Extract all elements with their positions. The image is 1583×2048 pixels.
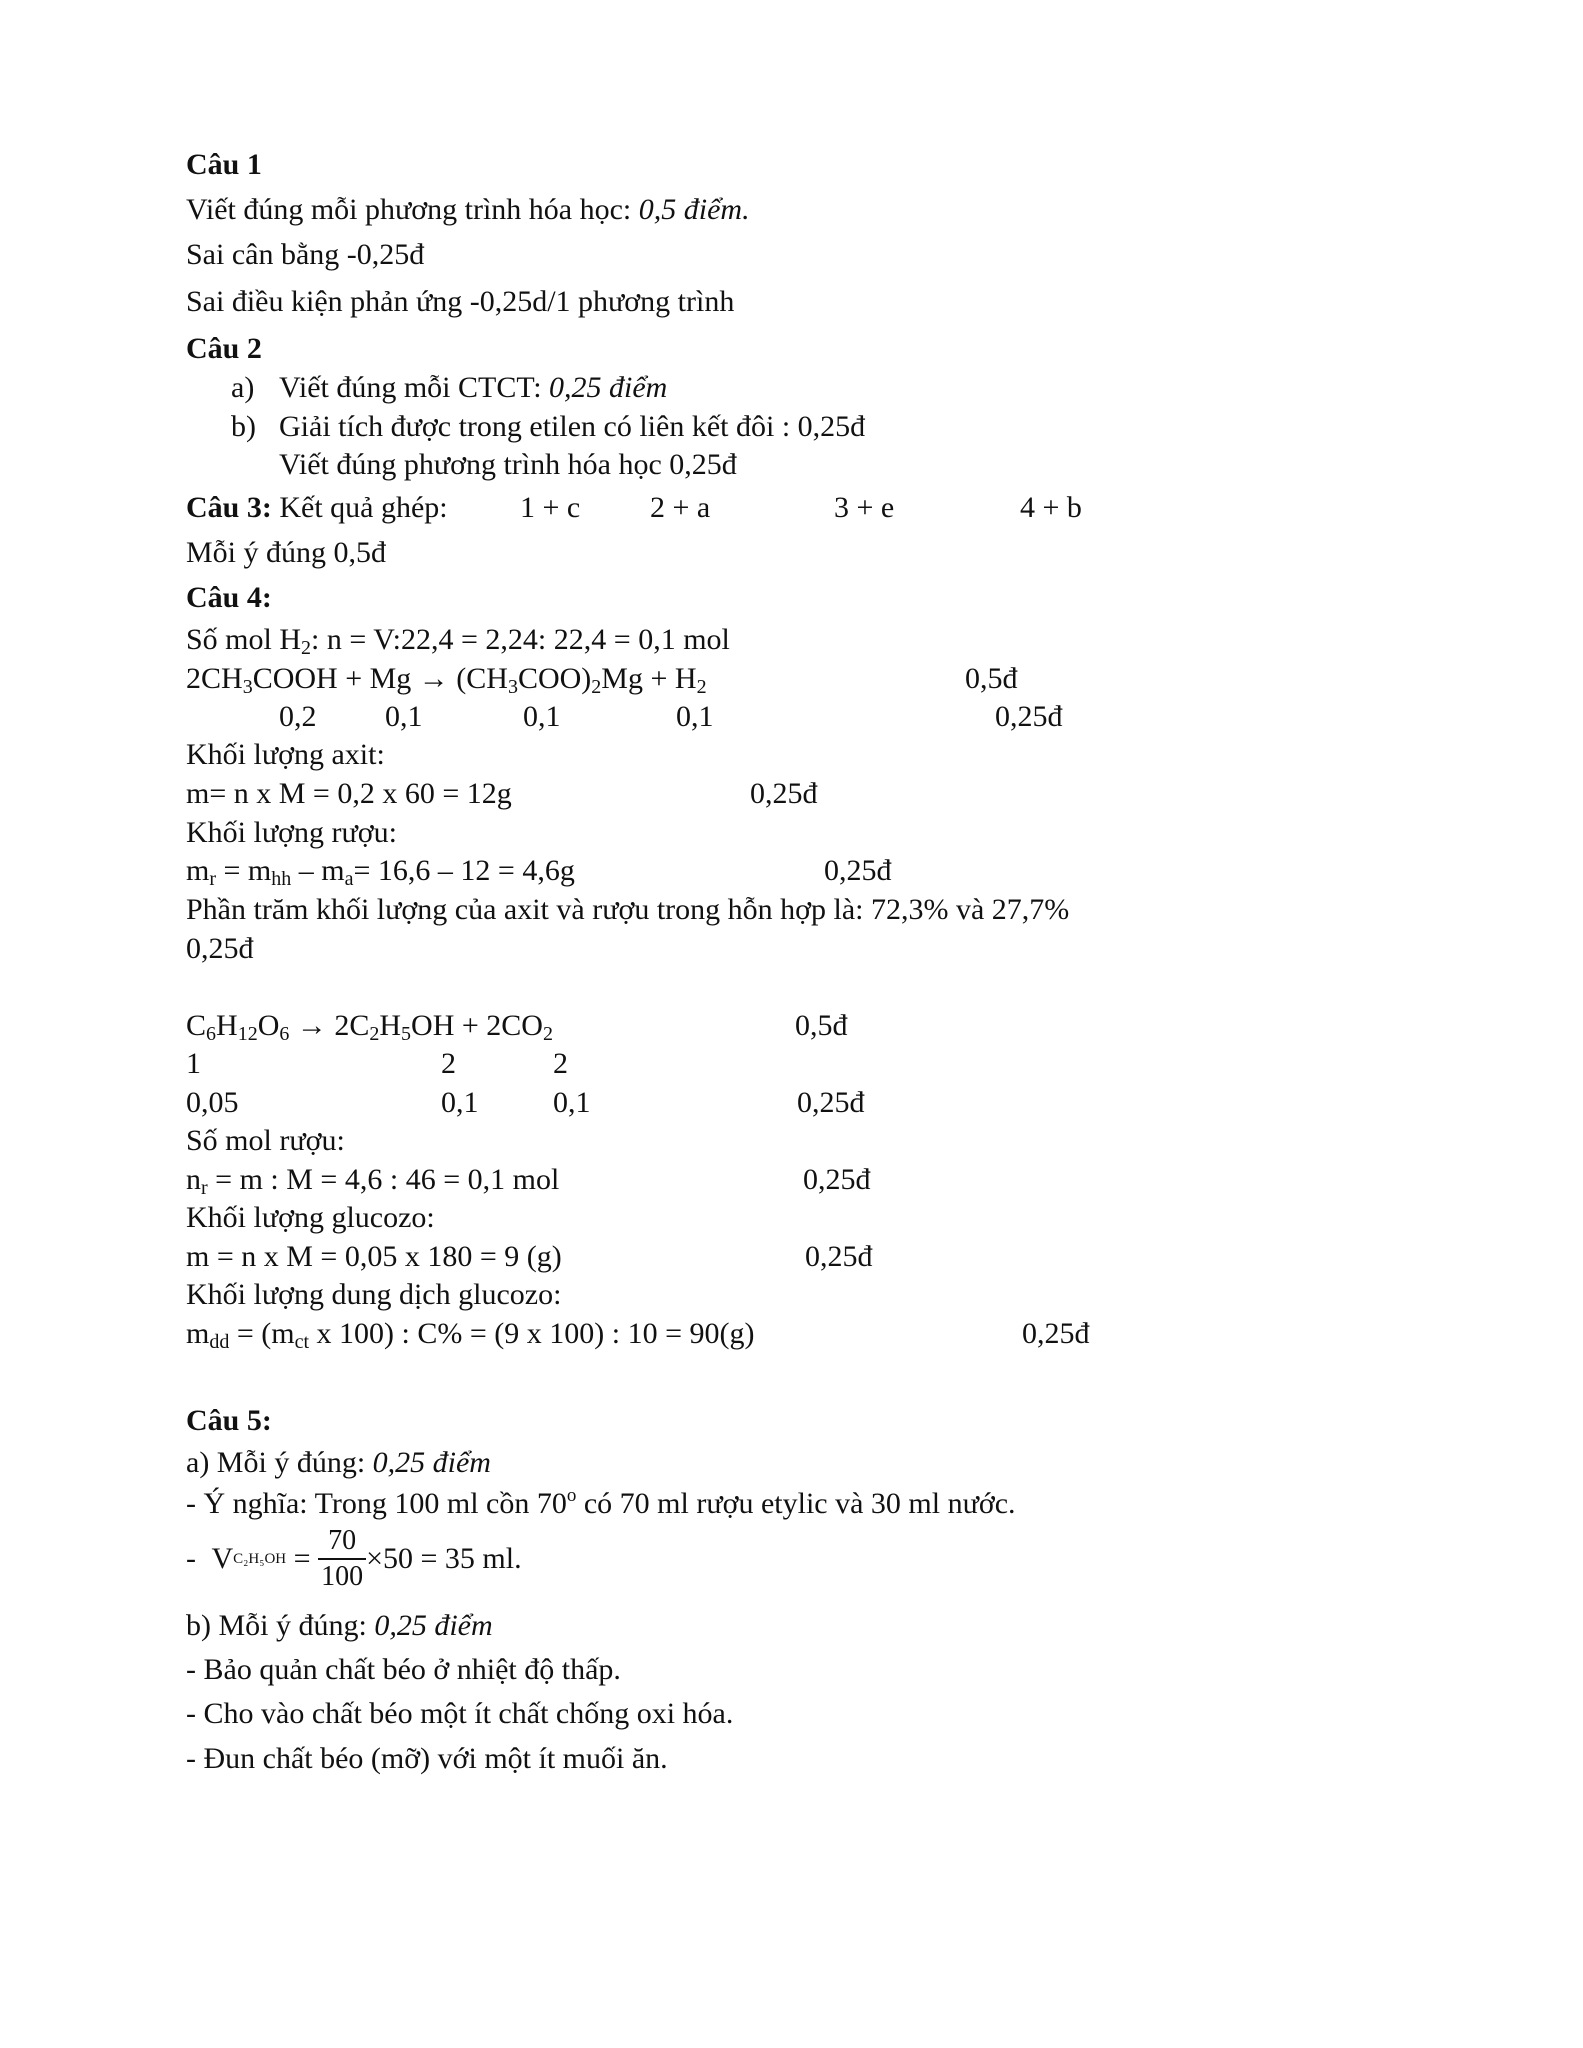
cau3-label: Kết quả ghép: (279, 491, 448, 524)
cau4-glucose-mass-calc: m = n x M = 0,05 x 180 = 9 (g) (186, 1240, 562, 1273)
cau4-solution-mass-calc: $m_{dd} = (m_{ct}$ x 100) : C% = (9 x 100) : 10 = 90(g) (186, 1317, 755, 1353)
cau4-eq1-values-score: 0,25đ (995, 700, 1063, 733)
cau5-a-text: a) Mỗi ý đúng: (186, 1446, 373, 1479)
cau2-a-score: 0,25 điểm (549, 371, 668, 404)
cau4-eq1-value-2: 0,1 (385, 700, 423, 733)
cau4-equation-1-score: 0,5đ (965, 662, 1018, 695)
cau1-line1-text: Viết đúng mỗi phương trình hóa học: (186, 193, 639, 226)
cau1-line2: Sai cân bằng -0,25đ (186, 238, 425, 271)
cau4-percent-line: Phần trăm khối lượng của axit và rượu trong hỗn hợp là: 72,3% và 27,7% (186, 893, 1070, 926)
cau5-title: Câu 5: (186, 1404, 272, 1437)
cau5-b-item-2: - Cho vào chất béo một ít chất chống oxi hóa. (186, 1697, 734, 1730)
cau4-alcohol-mass-label: Khối lượng rượu: (186, 816, 397, 849)
cau2-b-marker: b) (231, 410, 256, 443)
cau4-eq2-value-1: 0,05 (186, 1086, 239, 1119)
cau4-eq2-values-score: 0,25đ (797, 1086, 865, 1119)
cau4-acid-mass-calc: m= n x M = 0,2 x 60 = 12g (186, 777, 512, 810)
cau1-line1-score: 0,5 điểm. (638, 193, 750, 226)
cau5-volume-formula: - V C₂H₅OH = $\frac{70}{100}$ ×50 = 35 ml. (186, 1525, 522, 1592)
cau2-title: Câu 2 (186, 332, 262, 365)
cau4-mol-alcohol-score: 0,25đ (803, 1163, 871, 1196)
cau3-line (186, 493, 448, 523)
cau3-title: Câu 3: (186, 491, 272, 524)
cau4-glucose-mass-label: Khối lượng glucozo: (186, 1201, 435, 1234)
cau2-a-line (279, 373, 667, 403)
cau4-eq1-value-1: 0,2 (279, 700, 317, 733)
cau4-eq2-ratio-1: 1 (186, 1047, 201, 1080)
cau4-eq1-value-4: 0,1 (676, 700, 714, 733)
cau5-b-line (186, 1611, 493, 1641)
cau5-a-line (186, 1448, 491, 1478)
cau1-title: Câu 1 (186, 148, 262, 181)
cau4-solution-mass-label: Khối lượng dung dịch glucozo: (186, 1278, 562, 1311)
cau4-percent-score: 0,25đ (186, 932, 254, 965)
cau3-pair-1: 1 + c (520, 491, 581, 524)
cau2-a-text: Viết đúng mỗi CTCT: (279, 371, 550, 404)
cau4-acid-mass-label: Khối lượng axit: (186, 738, 385, 771)
cau5-b-text: b) Mỗi ý đúng: (186, 1609, 375, 1642)
cau3-note: Mỗi ý đúng 0,5đ (186, 536, 387, 569)
cau4-alcohol-mass-calc: $m_r = m_{hh} - m_a= 16,6 - 12 = 4,6g$ (186, 854, 575, 890)
cau4-equation-1: $2CH_3COOH + Mg \to (CH_3COO)_2Mg + H_2$ (186, 662, 707, 698)
cau4-title: Câu 4: (186, 581, 272, 614)
cau4-eq2-value-2: 0,1 (441, 1086, 479, 1119)
cau2-b-text2: Viết đúng phương trình hóa học 0,25đ (279, 448, 737, 481)
cau2-a-marker: a) (231, 371, 255, 404)
cau4-solution-mass-score: 0,25đ (1022, 1317, 1090, 1350)
cau5-b-item-1: - Bảo quản chất béo ở nhiệt độ thấp. (186, 1653, 621, 1686)
cau4-eq1-value-3: 0,1 (523, 700, 561, 733)
cau5-a-score: 0,25 điểm (372, 1446, 491, 1479)
cau4-alcohol-mass-score: 0,25đ (824, 854, 892, 887)
cau1-line1 (186, 195, 750, 225)
volume-fraction: $\frac{70}{100}$ (318, 1524, 366, 1594)
cau4-mol-alcohol-calc: $n_r = m$ : M = 4,6 : 46 = 0,1 mol (186, 1163, 560, 1199)
cau4-acid-mass-score: 0,25đ (750, 777, 818, 810)
cau3-pair-3: 3 + e (834, 491, 895, 524)
cau3-pair-4: 4 + b (1020, 491, 1082, 524)
cau5-b-item-3: - Đun chất béo (mỡ) với một ít muối ăn. (186, 1742, 668, 1775)
cau3-pair-2: 2 + a (650, 491, 711, 524)
cau4-glucose-mass-score: 0,25đ (805, 1240, 873, 1273)
cau5-meaning: - Ý nghĩa: Trong 100 ml cồn 70$^o$ có 70 ml rượu etylic và 30 ml nước. (186, 1485, 1016, 1520)
cau4-equation-2: $C_6H_{12}O_6 \to 2C_2H_5OH + 2CO_2$ (186, 1009, 553, 1045)
cau5-b-score: 0,25 điểm (374, 1609, 493, 1642)
cau4-equation-2-score: 0,5đ (795, 1009, 848, 1042)
cau4-mol-h2: Số mol $H_2$: n = V:22,4 = 2,24: 22,4 = 0,1 mol (186, 623, 730, 659)
cau4-eq2-value-3: 0,1 (553, 1086, 591, 1119)
cau2-b-text: Giải tích được trong etilen có liên kết đôi : 0,25đ (279, 410, 866, 443)
cau4-eq2-ratio-2: 2 (441, 1047, 456, 1080)
cau4-mol-alcohol-label: Số mol rượu: (186, 1124, 345, 1157)
cau1-line3: Sai điều kiện phản ứng -0,25d/1 phương trình (186, 285, 735, 318)
cau4-eq2-ratio-3: 2 (553, 1047, 568, 1080)
